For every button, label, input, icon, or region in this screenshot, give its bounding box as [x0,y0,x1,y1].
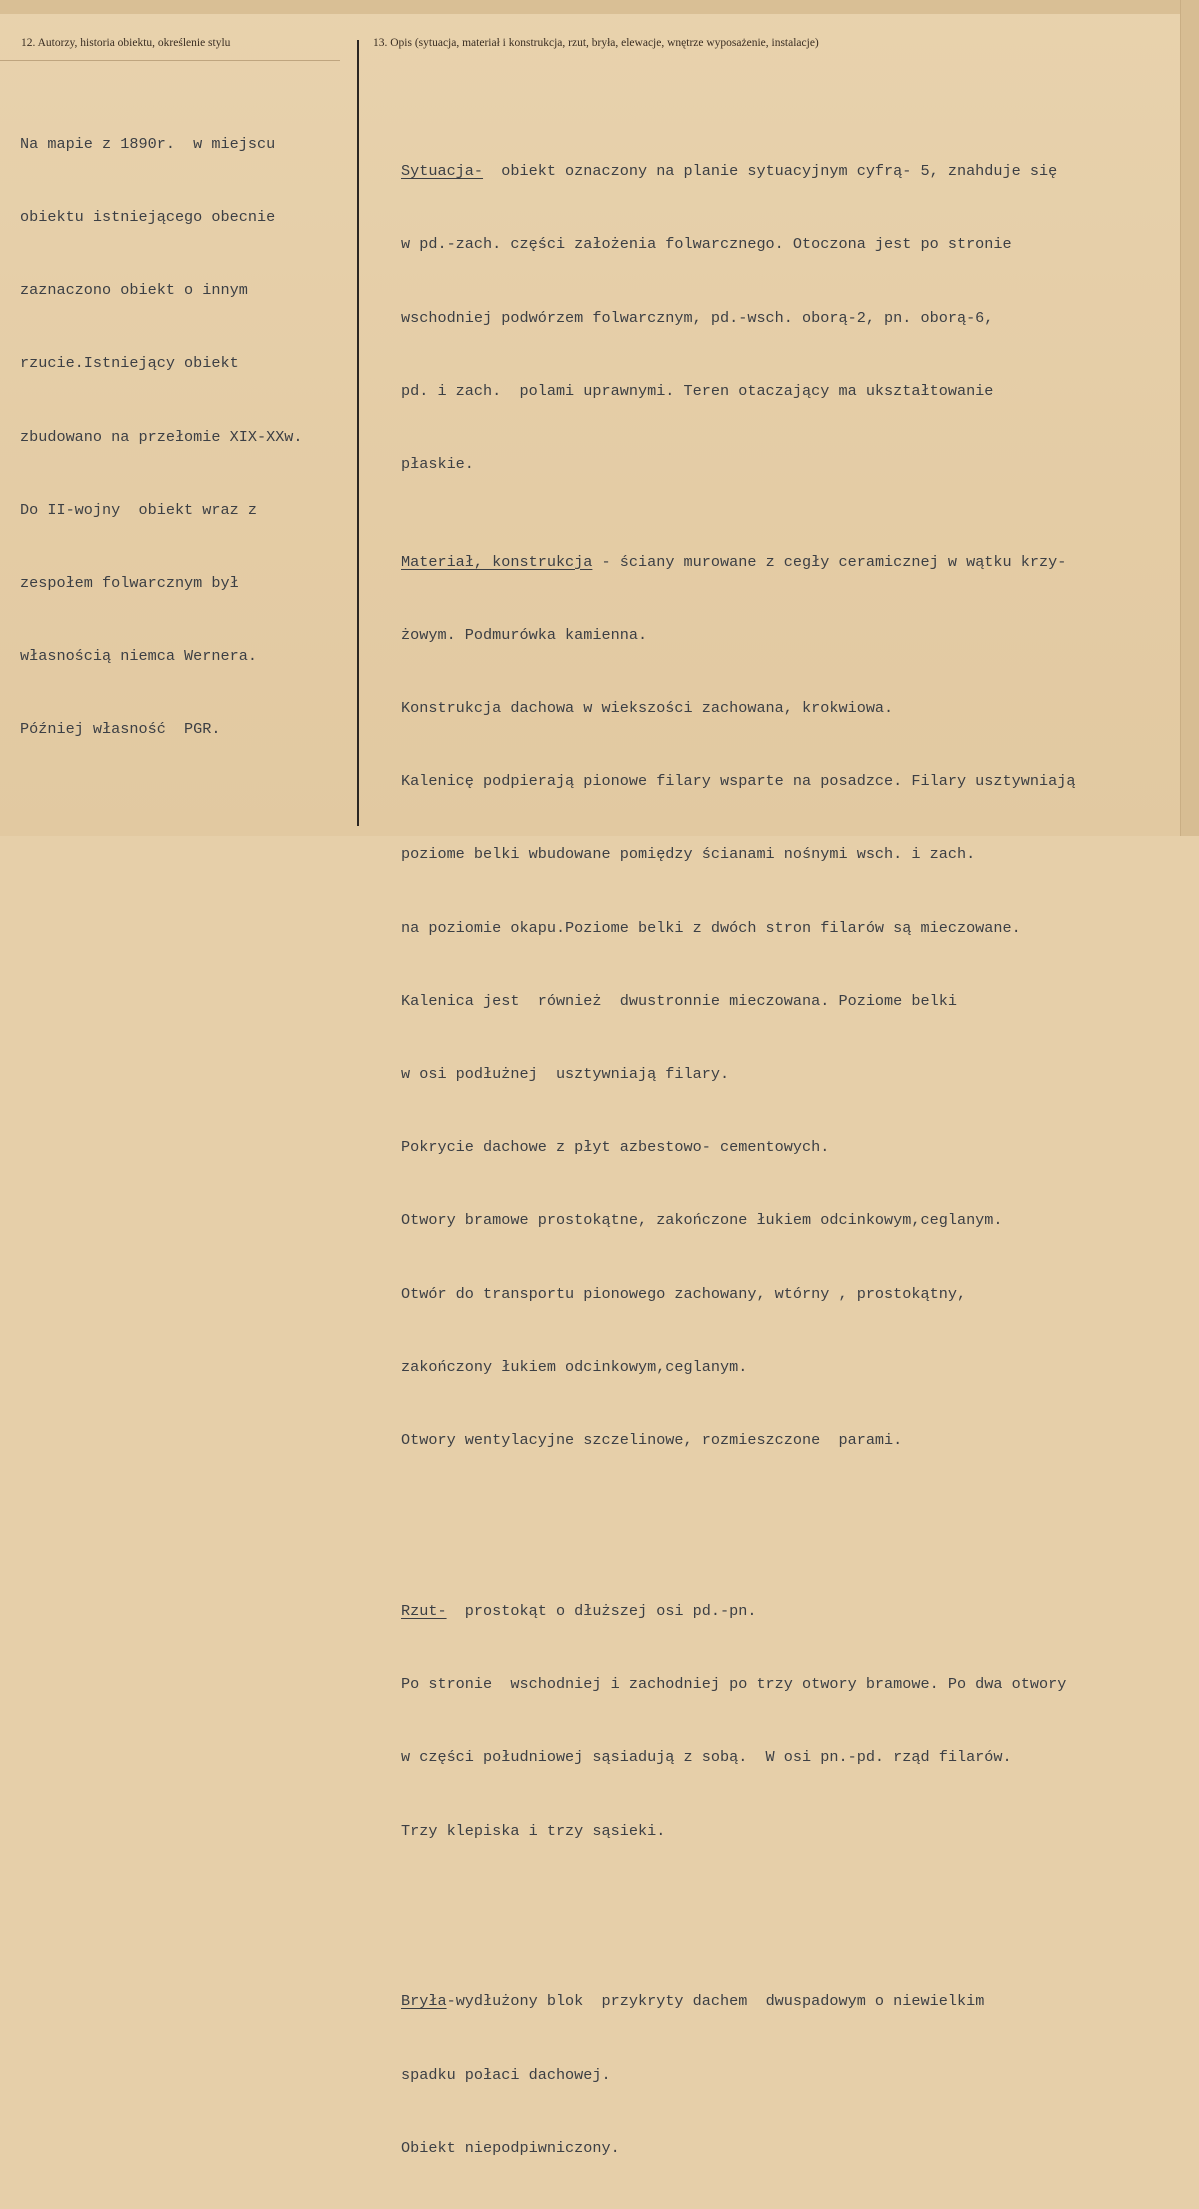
description-line: Pokrycie dachowe z płyt azbestowo- cementowych. [401,1138,830,1157]
history-line: własnością niemca Wernera. [20,647,257,666]
description-line: Otwory wentylacyjne szczelinowe, rozmieszczone parami. [401,1431,903,1450]
header-rule [0,60,340,61]
rzut-text: prostokąt o dłuższej osi pd.-pn. [446,1601,757,1620]
description-line: płaskie. [401,455,474,474]
page-top-strip [0,0,1199,14]
history-line: zbudowano na przełomie XIX-XXw. [20,427,303,446]
material-first-line [401,550,1171,574]
history-line: Do II-wojny obiekt wraz z [20,500,257,519]
section-12-heading: 12. Autorzy, historia obiektu, określenie stylu [21,37,231,49]
bryla-first-line [401,1989,1171,2013]
description-line: Otwór do transportu pionowego zachowany, wtórny , prostokątny, [401,1284,967,1303]
page-right-edge [1180,0,1199,836]
sytuacja-text: obiekt oznaczony na planie sytuacyjnym cyfrą- 5, znahduje się [483,162,1058,181]
rzut-first-line [401,1599,1171,1623]
description-line: na poziomie okapu.Poziome belki z dwóch stron filarów są mieczowane. [401,918,1021,937]
history-line: Później własność PGR. [20,720,221,739]
description-line: w pd.-zach. części założenia folwarcznego. Otoczona jest po stronie [401,235,1012,254]
description-line: pd. i zach. polami uprawnymi. Teren otaczający ma ukształtowanie [401,381,994,400]
history-line: rzucie.Istniejący obiekt [20,354,239,373]
column-divider [357,40,359,826]
description-line: wschodniej podwórzem folwarcznym, pd.-wsch. oborą-2, pn. oborą-6, [401,308,994,327]
paragraph-gap [401,1892,1171,1916]
history-line: Na mapie z 1890r. w miejscu [20,134,276,153]
material-label: Materiał, konstrukcja [401,552,593,571]
description-line: Trzy klepiska i trzy sąsieki. [401,1821,666,1840]
description-line: Po stronie wschodniej i zachodniej po trzy otwory bramowe. Po dwa otwory [401,1675,1067,1694]
rzut-label: Rzut- [401,1601,447,1620]
description-line: Konstrukcja dachowa w wiekszości zachowana, krokwiowa. [401,699,894,718]
history-line: zaznaczono obiekt o innym [20,281,248,300]
description-line: poziome belki wbudowane pomiędzy ścianami nośnymi wsch. i zach. [401,845,976,864]
description-line: w części południowej sąsiadują z sobą. W osi pn.-pd. rząd filarów. [401,1748,1012,1767]
description-line: żowym. Podmurówka kamienna. [401,625,648,644]
sytuacja-first-line [401,159,1171,183]
bryla-label: Bryła [401,1992,447,2011]
paragraph-gap [401,1501,1171,1525]
bryla-text: -wydłużony blok przykryty dachem dwuspadowym o niewielkim [446,1992,985,2011]
description-line: w osi podłużnej usztywniają filary. [401,1065,730,1084]
history-line: obiektu istniejącego obecnie [20,208,276,227]
section-13-heading: 13. Opis (sytuacja, materiał i konstrukcja, rzut, bryła, elewacje, wnętrze wyposażenie, instalacje) [373,37,819,49]
description-line: spadku połaci dachowej. [401,2065,611,2084]
history-text [20,83,350,791]
description-text [401,86,1171,2209]
description-line: Otwory bramowe prostokątne, zakończone łukiem odcinkowym,ceglanym. [401,1211,1003,1230]
description-line: Kalenica jest również dwustronnie mieczowana. Poziome belki [401,991,957,1010]
description-line: Obiekt niepodpiwniczony. [401,2138,620,2157]
history-line: zespołem folwarcznym był [20,574,239,593]
material-text: - ściany murowane z cegły ceramicznej w wątku krzy- [592,552,1067,571]
description-line: zakończony łukiem odcinkowym,ceglanym. [401,1357,748,1376]
sytuacja-label: Sytuacja- [401,162,484,181]
description-line: Kalenicę podpierają pionowe filary wsparte na posadzce. Filary usztywniają [401,772,1076,791]
